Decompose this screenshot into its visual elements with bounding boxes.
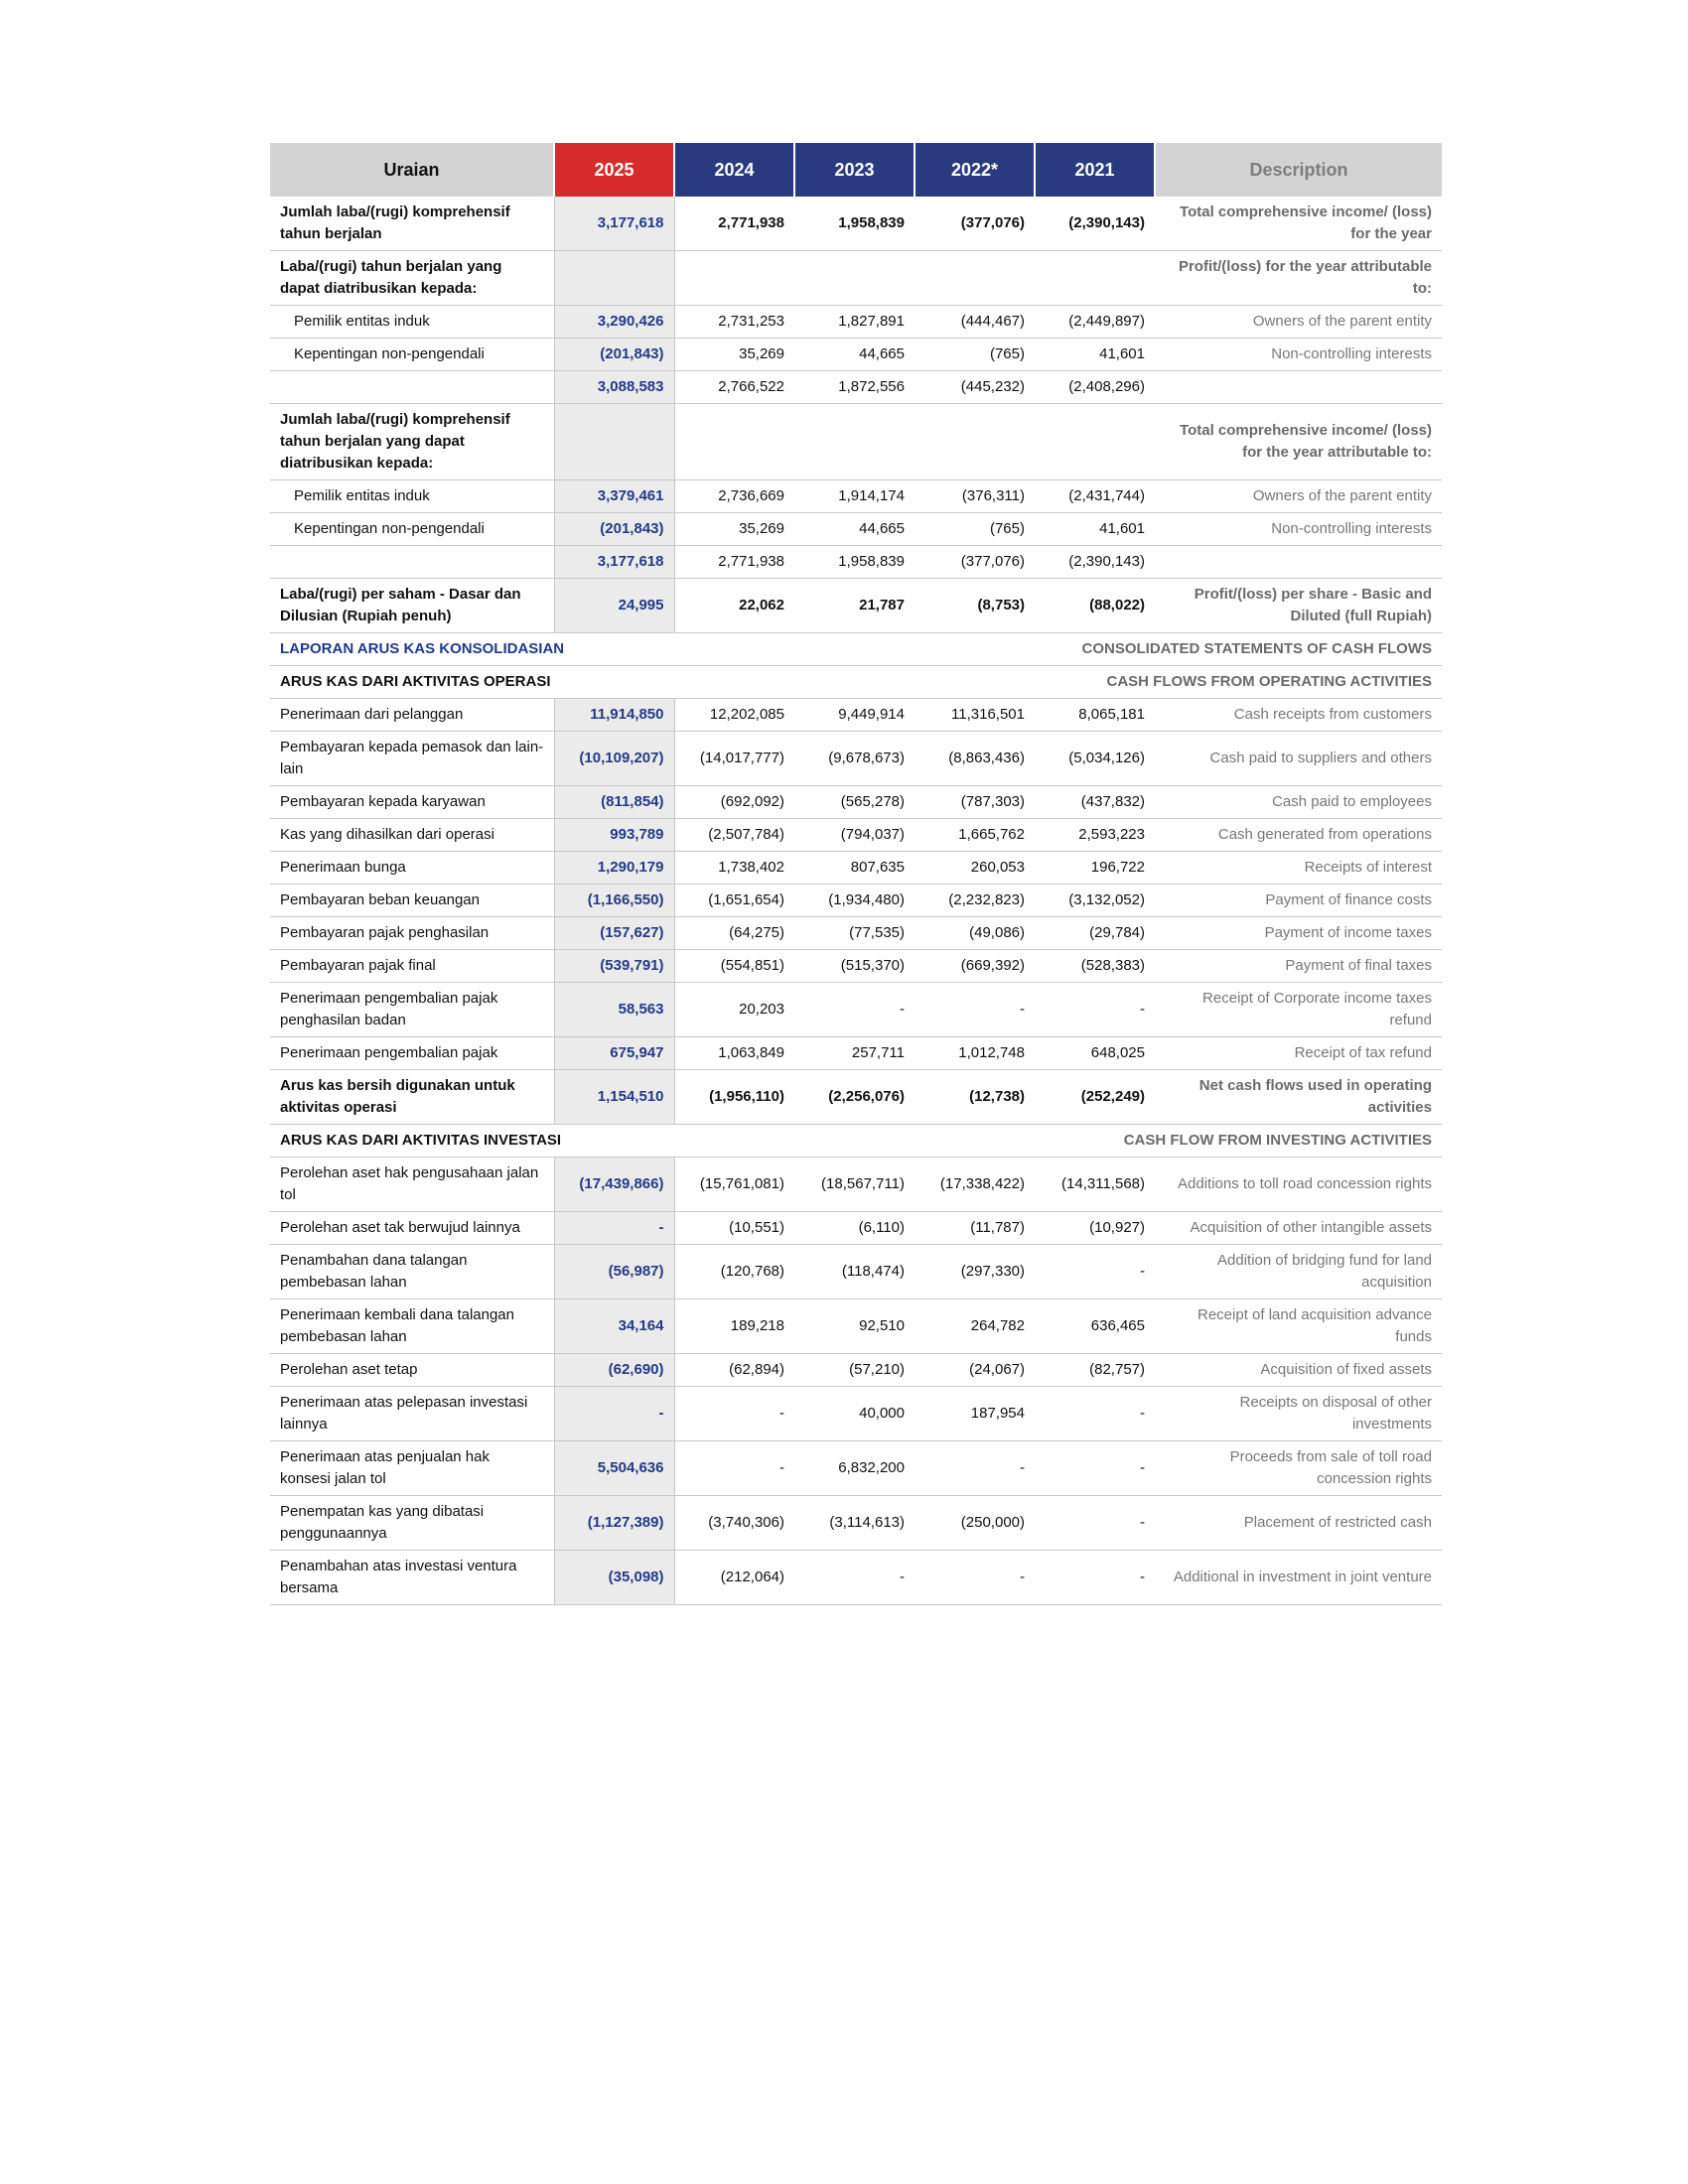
- value-cell-2025: 24,995: [554, 579, 674, 633]
- value-cell-2024: 2,771,938: [674, 546, 794, 579]
- value-cell-2025: (10,109,207): [554, 732, 674, 786]
- row-description: Total comprehensive income/ (loss) for the year attributable to:: [1155, 404, 1442, 480]
- row-label: Penerimaan atas pelepasan investasi lainnya: [270, 1387, 554, 1441]
- row-description: Additions to toll road concession rights: [1155, 1158, 1442, 1212]
- table-row: [270, 666, 1442, 699]
- value-cell-2021: 648,025: [1035, 1037, 1155, 1070]
- value-cell-2024: (212,064): [674, 1551, 794, 1605]
- value-cell-2024: 35,269: [674, 339, 794, 371]
- row-label: Perolehan aset hak pengusahaan jalan tol: [270, 1158, 554, 1212]
- value-cell-2024: (554,851): [674, 950, 794, 983]
- row-label: Perolehan aset tak berwujud lainnya: [270, 1212, 554, 1245]
- row-description: Receipts on disposal of other investments: [1155, 1387, 1442, 1441]
- value-cell-2021: (5,034,126): [1035, 732, 1155, 786]
- value-cell-2024: (10,551): [674, 1212, 794, 1245]
- value-cell-2024: (14,017,777): [674, 732, 794, 786]
- value-cell-2025: -: [554, 1387, 674, 1441]
- section-description: CASH FLOW FROM INVESTING ACTIVITIES: [914, 1125, 1442, 1158]
- value-cell-2023: (6,110): [794, 1212, 914, 1245]
- row-description: Non-controlling interests: [1155, 339, 1442, 371]
- value-cell-2022: (787,303): [914, 786, 1035, 819]
- value-cell-2022: (8,863,436): [914, 732, 1035, 786]
- value-cell-2023: (2,256,076): [794, 1070, 914, 1125]
- row-label: [270, 546, 554, 579]
- table-row: [270, 546, 1442, 579]
- value-cell-2021: (29,784): [1035, 917, 1155, 950]
- value-cell-2022: (11,787): [914, 1212, 1035, 1245]
- value-cell-2023: [794, 251, 914, 306]
- value-cell-2022: 260,053: [914, 852, 1035, 885]
- value-cell-2024: 1,063,849: [674, 1037, 794, 1070]
- value-cell-2023: 9,449,914: [794, 699, 914, 732]
- value-cell-2023: (9,678,673): [794, 732, 914, 786]
- value-cell-2021: -: [1035, 1387, 1155, 1441]
- row-description: Payment of final taxes: [1155, 950, 1442, 983]
- value-cell-2025: 34,164: [554, 1299, 674, 1354]
- table-row: [270, 633, 1442, 666]
- table-row: [270, 699, 1442, 732]
- value-cell-2022: (2,232,823): [914, 885, 1035, 917]
- value-cell-2024: (64,275): [674, 917, 794, 950]
- value-cell-2021: 636,465: [1035, 1299, 1155, 1354]
- value-cell-2025: (1,127,389): [554, 1496, 674, 1551]
- section-label: ARUS KAS DARI AKTIVITAS INVESTASI: [270, 1125, 914, 1158]
- value-cell-2023: 807,635: [794, 852, 914, 885]
- table-row: [270, 1212, 1442, 1245]
- table-row: [270, 786, 1442, 819]
- table-header-row: [270, 143, 1442, 197]
- value-cell-2021: 8,065,181: [1035, 699, 1155, 732]
- value-cell-2022: -: [914, 983, 1035, 1037]
- row-description: Cash generated from operations: [1155, 819, 1442, 852]
- row-description: Acquisition of other intangible assets: [1155, 1212, 1442, 1245]
- value-cell-2021: -: [1035, 983, 1155, 1037]
- row-description: [1155, 371, 1442, 404]
- table-row: [270, 950, 1442, 983]
- value-cell-2023: (794,037): [794, 819, 914, 852]
- table-row: [270, 404, 1442, 480]
- row-label: Laba/(rugi) tahun berjalan yang dapat diatribusikan kepada:: [270, 251, 554, 306]
- value-cell-2023: (1,934,480): [794, 885, 914, 917]
- value-cell-2025: 3,379,461: [554, 480, 674, 513]
- value-cell-2024: 20,203: [674, 983, 794, 1037]
- value-cell-2022: 11,316,501: [914, 699, 1035, 732]
- value-cell-2023: 1,872,556: [794, 371, 914, 404]
- value-cell-2022: -: [914, 1551, 1035, 1605]
- value-cell-2021: -: [1035, 1496, 1155, 1551]
- value-cell-2024: [674, 404, 794, 480]
- value-cell-2021: (10,927): [1035, 1212, 1155, 1245]
- row-description: Cash receipts from customers: [1155, 699, 1442, 732]
- value-cell-2025: 3,177,618: [554, 197, 674, 251]
- value-cell-2022: (376,311): [914, 480, 1035, 513]
- value-cell-2025: (35,098): [554, 1551, 674, 1605]
- value-cell-2022: [914, 404, 1035, 480]
- table-row: [270, 1551, 1442, 1605]
- value-cell-2021: (88,022): [1035, 579, 1155, 633]
- value-cell-2023: 1,914,174: [794, 480, 914, 513]
- value-cell-2021: 41,601: [1035, 513, 1155, 546]
- value-cell-2025: 1,154,510: [554, 1070, 674, 1125]
- table-row: [270, 339, 1442, 371]
- section-description: CASH FLOWS FROM OPERATING ACTIVITIES: [914, 666, 1442, 699]
- table-row: [270, 1496, 1442, 1551]
- value-cell-2021: (14,311,568): [1035, 1158, 1155, 1212]
- row-description: Placement of restricted cash: [1155, 1496, 1442, 1551]
- header-description: Description: [1155, 143, 1442, 197]
- table-row: [270, 1037, 1442, 1070]
- row-label: Jumlah laba/(rugi) komprehensif tahun berjalan: [270, 197, 554, 251]
- value-cell-2024: 1,738,402: [674, 852, 794, 885]
- value-cell-2025: 3,088,583: [554, 371, 674, 404]
- value-cell-2022: (445,232): [914, 371, 1035, 404]
- value-cell-2022: (377,076): [914, 546, 1035, 579]
- header-uraian: Uraian: [270, 143, 554, 197]
- row-label: Arus kas bersih digunakan untuk aktivitas operasi: [270, 1070, 554, 1125]
- value-cell-2025: -: [554, 1212, 674, 1245]
- value-cell-2025: 5,504,636: [554, 1441, 674, 1496]
- value-cell-2022: -: [914, 1441, 1035, 1496]
- value-cell-2025: 3,177,618: [554, 546, 674, 579]
- table-row: [270, 1125, 1442, 1158]
- value-cell-2024: 12,202,085: [674, 699, 794, 732]
- value-cell-2023: [794, 404, 914, 480]
- value-cell-2025: [554, 404, 674, 480]
- value-cell-2025: 675,947: [554, 1037, 674, 1070]
- value-cell-2021: 196,722: [1035, 852, 1155, 885]
- value-cell-2022: 187,954: [914, 1387, 1035, 1441]
- row-description: Cash paid to suppliers and others: [1155, 732, 1442, 786]
- table-row: [270, 1245, 1442, 1299]
- value-cell-2022: 264,782: [914, 1299, 1035, 1354]
- value-cell-2023: (565,278): [794, 786, 914, 819]
- value-cell-2023: (118,474): [794, 1245, 914, 1299]
- value-cell-2025: 11,914,850: [554, 699, 674, 732]
- row-label: [270, 371, 554, 404]
- row-description: Receipt of tax refund: [1155, 1037, 1442, 1070]
- value-cell-2021: (528,383): [1035, 950, 1155, 983]
- row-description: Addition of bridging fund for land acquisition: [1155, 1245, 1442, 1299]
- row-label: Pembayaran beban keuangan: [270, 885, 554, 917]
- row-description: Proceeds from sale of toll road concession rights: [1155, 1441, 1442, 1496]
- row-label: Laba/(rugi) per saham - Dasar dan Dilusian (Rupiah penuh): [270, 579, 554, 633]
- row-description: Total comprehensive income/ (loss) for the year: [1155, 197, 1442, 251]
- value-cell-2021: -: [1035, 1245, 1155, 1299]
- row-description: Cash paid to employees: [1155, 786, 1442, 819]
- value-cell-2022: [914, 251, 1035, 306]
- value-cell-2021: (2,390,143): [1035, 197, 1155, 251]
- row-description: Receipts of interest: [1155, 852, 1442, 885]
- value-cell-2025: 3,290,426: [554, 306, 674, 339]
- value-cell-2022: (8,753): [914, 579, 1035, 633]
- row-description: Payment of finance costs: [1155, 885, 1442, 917]
- value-cell-2024: 35,269: [674, 513, 794, 546]
- table-row: [270, 1441, 1442, 1496]
- value-cell-2023: (515,370): [794, 950, 914, 983]
- value-cell-2021: [1035, 404, 1155, 480]
- header-year-2023: 2023: [794, 143, 914, 197]
- value-cell-2022: (250,000): [914, 1496, 1035, 1551]
- row-description: Net cash flows used in operating activities: [1155, 1070, 1442, 1125]
- row-description: Owners of the parent entity: [1155, 306, 1442, 339]
- row-label: Pembayaran kepada karyawan: [270, 786, 554, 819]
- header-year-2022: 2022*: [914, 143, 1035, 197]
- row-label: Pembayaran kepada pemasok dan lain-lain: [270, 732, 554, 786]
- table-row: [270, 251, 1442, 306]
- value-cell-2021: (252,249): [1035, 1070, 1155, 1125]
- row-description: Receipt of Corporate income taxes refund: [1155, 983, 1442, 1037]
- value-cell-2023: -: [794, 983, 914, 1037]
- value-cell-2024: (1,651,654): [674, 885, 794, 917]
- value-cell-2023: -: [794, 1551, 914, 1605]
- value-cell-2025: 993,789: [554, 819, 674, 852]
- value-cell-2021: (2,449,897): [1035, 306, 1155, 339]
- value-cell-2024: (120,768): [674, 1245, 794, 1299]
- table-row: [270, 480, 1442, 513]
- value-cell-2022: (12,738): [914, 1070, 1035, 1125]
- value-cell-2024: 189,218: [674, 1299, 794, 1354]
- value-cell-2025: (56,987): [554, 1245, 674, 1299]
- row-label: Pemilik entitas induk: [270, 306, 554, 339]
- row-label: Kepentingan non-pengendali: [270, 339, 554, 371]
- value-cell-2024: -: [674, 1441, 794, 1496]
- table-body: [270, 197, 1442, 1605]
- table-row: [270, 917, 1442, 950]
- value-cell-2021: 2,593,223: [1035, 819, 1155, 852]
- row-label: Penerimaan pengembalian pajak: [270, 1037, 554, 1070]
- value-cell-2022: (444,467): [914, 306, 1035, 339]
- row-label: Pembayaran pajak final: [270, 950, 554, 983]
- value-cell-2025: (17,439,866): [554, 1158, 674, 1212]
- value-cell-2022: (297,330): [914, 1245, 1035, 1299]
- value-cell-2022: (669,392): [914, 950, 1035, 983]
- table-row: [270, 852, 1442, 885]
- value-cell-2021: [1035, 251, 1155, 306]
- table-row: [270, 371, 1442, 404]
- value-cell-2021: -: [1035, 1551, 1155, 1605]
- value-cell-2023: 44,665: [794, 339, 914, 371]
- table-row: [270, 1070, 1442, 1125]
- value-cell-2024: (1,956,110): [674, 1070, 794, 1125]
- value-cell-2021: 41,601: [1035, 339, 1155, 371]
- table-row: [270, 197, 1442, 251]
- value-cell-2023: 92,510: [794, 1299, 914, 1354]
- table-row: [270, 1387, 1442, 1441]
- table-row: [270, 1354, 1442, 1387]
- table-row: [270, 983, 1442, 1037]
- row-description: Receipt of land acquisition advance funds: [1155, 1299, 1442, 1354]
- value-cell-2025: (811,854): [554, 786, 674, 819]
- row-label: Penerimaan atas penjualan hak konsesi jalan tol: [270, 1441, 554, 1496]
- header-year-2025: 2025: [554, 143, 674, 197]
- table-row: [270, 513, 1442, 546]
- row-label: Penerimaan bunga: [270, 852, 554, 885]
- value-cell-2024: 22,062: [674, 579, 794, 633]
- row-description: Owners of the parent entity: [1155, 480, 1442, 513]
- row-label: Kas yang dihasilkan dari operasi: [270, 819, 554, 852]
- table-row: [270, 1299, 1442, 1354]
- value-cell-2021: (2,390,143): [1035, 546, 1155, 579]
- table-row: [270, 885, 1442, 917]
- row-label: Jumlah laba/(rugi) komprehensif tahun berjalan yang dapat diatribusikan kepada:: [270, 404, 554, 480]
- value-cell-2022: 1,665,762: [914, 819, 1035, 852]
- table-row: [270, 819, 1442, 852]
- value-cell-2023: 1,827,891: [794, 306, 914, 339]
- value-cell-2024: 2,736,669: [674, 480, 794, 513]
- row-label: Perolehan aset tetap: [270, 1354, 554, 1387]
- row-label: Penerimaan kembali dana talangan pembebasan lahan: [270, 1299, 554, 1354]
- value-cell-2022: (765): [914, 339, 1035, 371]
- financial-table: [270, 143, 1442, 1605]
- row-label: Penempatan kas yang dibatasi penggunaannya: [270, 1496, 554, 1551]
- value-cell-2023: (18,567,711): [794, 1158, 914, 1212]
- value-cell-2024: 2,731,253: [674, 306, 794, 339]
- value-cell-2024: 2,771,938: [674, 197, 794, 251]
- section-label: ARUS KAS DARI AKTIVITAS OPERASI: [270, 666, 914, 699]
- value-cell-2024: (692,092): [674, 786, 794, 819]
- row-description: Non-controlling interests: [1155, 513, 1442, 546]
- value-cell-2023: (3,114,613): [794, 1496, 914, 1551]
- row-label: Pembayaran pajak penghasilan: [270, 917, 554, 950]
- value-cell-2021: (82,757): [1035, 1354, 1155, 1387]
- row-label: Pemilik entitas induk: [270, 480, 554, 513]
- value-cell-2023: (77,535): [794, 917, 914, 950]
- value-cell-2025: (539,791): [554, 950, 674, 983]
- value-cell-2021: (3,132,052): [1035, 885, 1155, 917]
- row-description: Acquisition of fixed assets: [1155, 1354, 1442, 1387]
- value-cell-2022: (765): [914, 513, 1035, 546]
- table-row: [270, 579, 1442, 633]
- value-cell-2022: 1,012,748: [914, 1037, 1035, 1070]
- value-cell-2022: (49,086): [914, 917, 1035, 950]
- row-label: Penerimaan pengembalian pajak penghasilan badan: [270, 983, 554, 1037]
- row-description: Profit/(loss) for the year attributable to:: [1155, 251, 1442, 306]
- value-cell-2025: [554, 251, 674, 306]
- value-cell-2025: 58,563: [554, 983, 674, 1037]
- value-cell-2023: 21,787: [794, 579, 914, 633]
- value-cell-2025: (157,627): [554, 917, 674, 950]
- value-cell-2021: (2,431,744): [1035, 480, 1155, 513]
- section-description: CONSOLIDATED STATEMENTS OF CASH FLOWS: [914, 633, 1442, 666]
- row-label: Penerimaan dari pelanggan: [270, 699, 554, 732]
- value-cell-2022: (377,076): [914, 197, 1035, 251]
- row-label: Penambahan atas investasi ventura bersama: [270, 1551, 554, 1605]
- value-cell-2025: 1,290,179: [554, 852, 674, 885]
- header-year-2024: 2024: [674, 143, 794, 197]
- value-cell-2021: -: [1035, 1441, 1155, 1496]
- value-cell-2024: (2,507,784): [674, 819, 794, 852]
- table-row: [270, 306, 1442, 339]
- value-cell-2025: (201,843): [554, 513, 674, 546]
- value-cell-2025: (62,690): [554, 1354, 674, 1387]
- row-description: Profit/(loss) per share - Basic and Diluted (full Rupiah): [1155, 579, 1442, 633]
- header-year-2021: 2021: [1035, 143, 1155, 197]
- value-cell-2022: (17,338,422): [914, 1158, 1035, 1212]
- value-cell-2024: (62,894): [674, 1354, 794, 1387]
- table-row: [270, 1158, 1442, 1212]
- value-cell-2023: 1,958,839: [794, 546, 914, 579]
- value-cell-2023: 1,958,839: [794, 197, 914, 251]
- row-label: Penambahan dana talangan pembebasan lahan: [270, 1245, 554, 1299]
- value-cell-2021: (2,408,296): [1035, 371, 1155, 404]
- value-cell-2023: (57,210): [794, 1354, 914, 1387]
- value-cell-2023: 44,665: [794, 513, 914, 546]
- value-cell-2023: 6,832,200: [794, 1441, 914, 1496]
- value-cell-2021: (437,832): [1035, 786, 1155, 819]
- value-cell-2022: (24,067): [914, 1354, 1035, 1387]
- row-description: Payment of income taxes: [1155, 917, 1442, 950]
- value-cell-2023: 40,000: [794, 1387, 914, 1441]
- value-cell-2024: [674, 251, 794, 306]
- value-cell-2024: (15,761,081): [674, 1158, 794, 1212]
- row-label: Kepentingan non-pengendali: [270, 513, 554, 546]
- value-cell-2025: (1,166,550): [554, 885, 674, 917]
- value-cell-2023: 257,711: [794, 1037, 914, 1070]
- row-description: [1155, 546, 1442, 579]
- value-cell-2024: (3,740,306): [674, 1496, 794, 1551]
- value-cell-2024: 2,766,522: [674, 371, 794, 404]
- table-row: [270, 732, 1442, 786]
- section-label: LAPORAN ARUS KAS KONSOLIDASIAN: [270, 633, 914, 666]
- value-cell-2024: -: [674, 1387, 794, 1441]
- row-description: Additional in investment in joint venture: [1155, 1551, 1442, 1605]
- value-cell-2025: (201,843): [554, 339, 674, 371]
